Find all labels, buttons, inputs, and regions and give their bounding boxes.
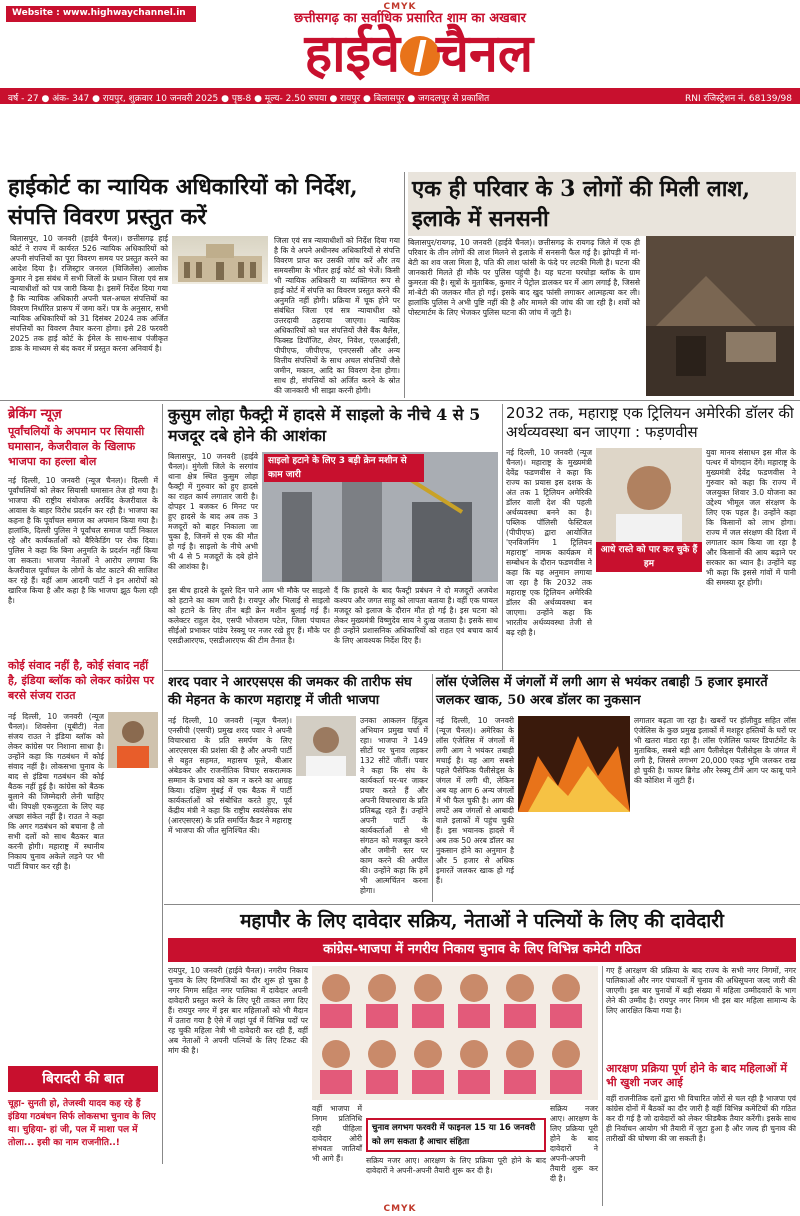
- story7-headline: महापौर के लिए दावेदार सक्रिय, नेताओं ने पत्नियों के लिए की दावेदारी: [240, 910, 724, 932]
- high-court-photo: [172, 236, 268, 284]
- story1-col2: जिला एवं सत्र न्यायाधीशों को निर्देश दिया गया है कि वे अपने अधीनस्थ अधिकारियों से संपत्ति विवरण प्राप्त कर उसकी जांच करें और तय समयसीमा के भीतर हाई कोर्ट को भेजें। किसी भी न्यायिक अधिकारी या व्यक्तिगत रूप से हाई कोर्ट में संपत्ति का विवरण प्रस्तुत करने की अनुमति नहीं होगी। प्रक्रिया में चूक होने पर संबंधित जिला एवं सत्र न्यायाधीश को उत्तरदायी ठहराया जाएगा। न्यायिक अधिकारियों को चल संपत्तियों जैसे बैंक बैलेंस, फिक्स्ड डिपॉजिट, शेयर, निवेश, एलआईसी, पीपीएफ, जीपीएफ, एनएससी और अन्य वित्तीय संपत्तियों के साथ अचल संपत्तियों जैसे जमीन, मकान, आदि का विवरण देना होगा। साथ ही, संपत्तियों को अर्जित करने के स्रोत की जानकारी भी साझा करनी होगी।: [274, 236, 400, 395]
- sidebar-story1-headline: पूर्वांचलियों के अपमान पर सियासी घमासान, केजरीवाल के खिलाफ भाजपा का हल्ला बोल: [8, 425, 145, 468]
- sidebar-story1-body: नई दिल्ली, 10 जनवरी (न्यूज चैनल)। दिल्ली में पूर्वांचलियों को लेकर सियासी घमासान तेज हो गया है। भाजपा की राष्ट्रीय संयोजक अरविंद केजरीवाल के आवास के बाहर विरोध प्रदर्शन कर रही है। भाजपा का कहना है कि पूर्वांचल समाज का अपमान किया गया है। हालांकि, दिल्ली पुलिस ने पूर्वांचल समाज पार्टी निकाल रहे और कार्यकर्ताओं को बैरिकेडिंग पर रोक दिया। पुलिस ने कहा कि बिना अनुमति के प्रदर्शन नहीं किया जा सकता। भाजपा नेताओं ने आरोप लगाया कि केजरीवाल पूर्वांचल के लोगों के वोट काटने की साजिश कर रहे हैं। वहीं आम आदमी पार्टी ने इन आरोपों को खारिज किया है और कहा है कि भाजपा झूठ फैला रही है।: [8, 476, 158, 605]
- story4-photo-caption: आधे रास्ते को पार कर चुके हैं हम: [596, 542, 702, 572]
- story4-headline: 2032 तक, महाराष्ट्र एक ट्रिलियन अमेरिकी डॉलर की अर्थव्यवस्था बन जाएगा : फड़णवीस: [506, 404, 794, 441]
- sidebar-story2-headline: कोई संवाद नहीं है, कोई संवाद नहीं है, इंडिया ब्लॉक को लेकर कांग्रेस पर बरसे संजय राउत: [8, 659, 154, 702]
- masthead-right: चैनल: [436, 23, 534, 84]
- column-logo: बिरादरी की बात: [8, 1066, 158, 1092]
- story6-col2: लगातार बढ़ता जा रहा है। खबरों पर हॉलीवुड सहित लॉस एंजेलिस के कुछ प्रमुख इलाकों में मशहूर हस्तियों के घरों पर भी खतरा मंडरा रहा है। लॉस एंजेलिस फायर डिपार्टमेंट के मुताबिक, सबसे बड़ी आग पैलीसेड्स पैलीसेड्स के जंगल में लगी है, जिससे लगभग 20,000 एकड़ भूमि जलकर राख हो चुकी है। फायर ब्रिगेड और रेस्क्यू टीमें आग पर काबू पाने की कोशिश में जुटी हैं।: [634, 716, 796, 785]
- website-banner[interactable]: Website : www.highwaychannel.in: [6, 6, 196, 22]
- story6-col1: नई दिल्ली, 10 जनवरी (न्यूज चैनल)। अमेरिका के लॉस एंजेलिस में जंगलों में लगी आग ने भयंकर तबाही मचाई है। यह आग सबसे पहले पैसेफिक पैलीसेड्स के जंगल में लगी थी, लेकिन अब यह आग 6 अन्य जंगलों में भी फैल चुकी है। आग की लपटें अब जंगलों से आबादी वाले इलाकों में पहुंच चुकी हैं। इस भयानक हादसे में अब तक 50 अरब डॉलर का नुकसान होने का अनुमान है और 5 हजार से अधिक इमारतें जलकर खाक हो गई हैं।: [436, 716, 514, 885]
- story2-headline: एक ही परिवार के 3 लोगों की मिली लाश, इलाके में सनसनी: [408, 172, 796, 236]
- story7-right-col: गए हैं आरक्षण की प्रक्रिया के बाद राज्य के सभी नगर निगमों, नगर पालिकाओं और नगर पंचायतों में चुनाव की अधिसूचना जल्द जारी की जाएगी। इस बार चुनावों में बड़ी संख्या में महिला उम्मीदवारों के भाग लेने की उम्मीद है। रायपुर नगर निगम भी इस बार महिला सामान्य के लिए आरक्षित किया गया है।: [606, 966, 796, 1015]
- story4-col2: युवा मानव संसाधन इस मील के पत्थर में योगदान देंगे। महाराष्ट्र के मुख्यमंत्री देवेंद्र फडणवीस ने गुरुवार को कहा कि राज्य में जलयुक्त शिवार 3.0 योजना का उद्देश्य भीमूल जल संरक्षण के लिए एक पहल है। उन्होंने कहा कि किसानों को लाभ होगा। राज्य में जल संरक्षण की दिशा में लगातार काम किया जा रहा है और किसानों की आय बढ़ाने पर सरकार का ध्यान है। उन्होंने यह भी कहा कि इससे गांवों में पानी की समस्या दूर होगी।: [706, 448, 796, 587]
- story5-col1: नई दिल्ली, 10 जनवरी (न्यूज चैनल)। एनसीपी (एसपी) प्रमुख शरद पवार ने अपनी विचारधारा के प्रति समर्पण के लिए आरएसएस की प्रशंसा की है और अपनी पार्टी से बहुत सहमत, महासच फूले, बीआर अंबेडकर और राजनीतिक विचार सकरात्मक सम्मान के प्रभाव को कम न करने का आग्रह किया। दक्षिण मुंबई में एक बैठक में पार्टी कार्यकर्ताओं को संबोधित करते हुए, पूर्व केंद्रीय मंत्री ने कहा कि राष्ट्रीय स्वयंसेवक संघ (आरएसएस) के प्रति समर्पित कैडर ने महाराष्ट्र में भाजपा की जीत सुनिश्चित की।: [168, 716, 292, 835]
- tagline: छत्तीसगढ़ का सर्वाधिक प्रसारित शाम का अखबार: [294, 11, 526, 26]
- election-info-box: चुनाव लगभग फरवरी में फाइनल 15 या 16 जनवरी को लग सकता है आचार संहिता: [366, 1118, 546, 1152]
- story5-headline: शरद पवार ने आरएसएस की जमकर की तारीफ संघ की मेहनत के कारण महाराष्ट्र में जीती भाजपा: [168, 675, 412, 708]
- story7-col3: सक्रिय नजर आए। आरक्षण के लिए प्रक्रिया पूरी होने के बाद दावेदारों ने अपनी-अपनी तैयारी शुरू कर दी है।: [550, 1104, 598, 1183]
- story7-box-body: सक्रिय नजर आए। आरक्षण के लिए प्रक्रिया पूरी होने के बाद दावेदारों ने अपनी-अपनी तैयारी शुरू कर दी है।: [366, 1156, 546, 1175]
- road-logo-icon: [400, 36, 440, 76]
- wildfire-photo: [518, 716, 630, 812]
- story4-col1: नई दिल्ली, 10 जनवरी (न्यूज चैनल)। महाराष्ट्र के मुख्यमंत्री देवेंद्र फडणवीस ने कहा कि राज्य का प्रयास इस दशक के अंत तक 1 ट्रिलियन अमेरिकी डॉलर वाली देश की पहली अर्थव्यवस्था बनने का है। पब्लिक पॉलिसी फेस्टिवल (पीपीएफ) द्वारा आयोजित 'एनविजनिंग 1 ट्रिलियन महाराष्ट्र' नामक कार्यक्रम में सम्बोधन के दौरान फडणवीस ने कहा कि यह अनुमान लगाया जा रहा है कि 2032 तक महाराष्ट्र एक ट्रिलियन अमेरिकी डॉलर की अर्थव्यवस्था बन जाएगा। उन्होंने कहा कि भारतीय अर्थव्यवस्था तेजी से बढ़ रही है।: [506, 448, 592, 637]
- story3-col1: बिलासपुर, 10 जनवरी (हाईवे चैनल)। मुंगेली जिले के सरगांव थाना क्षेत्र स्थित कुसुम लोहा फैक्ट्री में गुरुवार को हुए हादसे का राहत कार्य लगातार जारी है। दोपहर 1 बजकर 6 मिनट पर हुए हादसे के बाद अब तक 3 मजदूरों को बाहर निकाला जा चुका है, जिनमें से एक की मौत हो गई है। साइलो के नीचे अभी भी 4 से 5 मजदूरों के दबे होने की आशंका है।: [168, 452, 258, 571]
- section-rule: [164, 670, 800, 671]
- story1-col1: बिलासपुर, 10 जनवरी (हाईवे चैनल)। छत्तीसगढ़ हाई कोर्ट ने राज्य में कार्यरत 526 न्यायिक अधिकारियों को अपनी संपत्तियों का पूरा विवरण समय पर प्रस्तुत करने का आदेश दिया है। रजिस्ट्रार जनरल (विजिलेंस) आलोक कुमार ने इस संबंध में सभी जिलों के प्रधान जिला एवं सत्र न्यायाधीशों को पत्र जारी किया है। इसमें निर्देश दिया गया है कि न्यायिक अधिकारी अपनी चल-अचल संपत्तियों का विवरण निर्धारित प्रारूप में जमा करें। पत्र के अनुसार, सभी न्यायिक अधिकारियों को 31 दिसंबर 2024 तक अर्जित संपत्तियों का विवरण तैयार करना होगा। इसे 28 फरवरी 2025 तक हाई कोर्ट के ईमेल के साथ-साथ पंजीकृत डाक के माध्यम से बंद कवर में प्रस्तुत करना अनिवार्य है।: [10, 234, 168, 353]
- issue-info: वर्ष - 27 ● अंक- 347 ● रायपुर, शुक्रवार 10 जनवरी 2025 ● पृष्ठ-8 ● मूल्य- 2.50 रुपया ● रायपुर ● बिलासपुर ● जगदलपुर से प्रकाशित: [8, 94, 490, 104]
- story2-body: बिलासपुर/रायगढ़, 10 जनवरी (हाईवे चैनल)। छत्तीसगढ़ के रायगढ़ जिले में एक ही परिवार के तीन लोगों की लाश मिलने से इलाके में सनसनी फैल गई है। झोपड़ी में मां-बेटी का शव जला मिला है, पति की लाश फांसी के फंदे पर लटकी मिली है। घटना की जानकारी मिलते ही मौके पर पुलिस पहुंची है। यह घटना घरघोड़ा ब्लॉक के ग्राम कुमरता की है। सूत्रों के मुताबिक, कुमार ने पेट्रोल डालकर घर में आग लगाई है, जिससे मां-बेटी की जलकर मौत हो गई। इसके बाद खुद फांसी लगाकर आत्महत्या कर ली। हालांकि पुलिस ने अभी पुष्टि नहीं की है और मामले की जांच की जा रही है। शवों को पोस्टमार्टम के लिए भेजकर पुलिस घटना की जांच में जुटी है।: [408, 238, 640, 317]
- story3-headline: कुसुम लोहा फैक्ट्री में हादसे में साइलो के नीचे 4 से 5 मजदूर दबे होने की आशंका: [168, 405, 481, 445]
- divider: [432, 674, 433, 902]
- masthead: [0, 23, 800, 84]
- divider: [404, 172, 405, 398]
- story7-subhead: कांग्रेस-भाजपा में नगरीय निकाय चुनाव के लिए विभिन्न कमेटी गठित: [168, 938, 796, 962]
- sidebar-divider: [162, 404, 163, 1164]
- section-rule: [0, 400, 800, 401]
- registration-marker-bottom: CMYK: [383, 1204, 417, 1214]
- women-candidates-photos: [312, 966, 598, 1100]
- sharad-pawar-photo: [296, 716, 356, 776]
- story3-photo-caption: साइलो हटाने के लिए 3 बड़ी क्रेन मशीन से काम जारी: [264, 454, 424, 482]
- sidebar-story2-body: नई दिल्ली, 10 जनवरी (न्यूज चैनल)। शिवसेना (यूबीटी) नेता संजय राउत ने इंडिया ब्लॉक को लेकर कांग्रेस पर निशाना साधा है। उन्होंने कहा कि गठबंधन में कोई संवाद नहीं है। लोकसभा चुनाव के बाद से इंडिया गठबंधन की कोई बैठक नहीं हुई है। कांग्रेस को बैठक बुलाने की जिम्मेदारी लेनी चाहिए थी। विपक्षी एकजुटता के लिए यह अच्छा संकेत नहीं है। राउत ने कहा कि अगर गठबंधन को बचाना है तो सभी दलों को साथ बैठकर बात करनी होगी। महाराष्ट्र में स्थानीय निकाय चुनाव अकेले लड़ने पर भी पार्टी विचार कर रही है।: [8, 712, 104, 871]
- divider: [502, 404, 503, 670]
- story3-col3: दैं कि हादसे के बाद फैक्ट्री प्रबंधन ने दो मजदूरों अजयेश कश्यप और जगत साहू को लापता बताया है। वहीं एक घायल मजदूर को इलाज के दौरान मौत हो गई है। इस घटना को लेकर मुख्यमंत्री विष्णुदेव साय ने दुःख जताया है। इसके साथ ही उन्होंने प्रशासनिक अधिकारियों को राहत एवं बचाव कार्य के लिए आवश्यक निर्देश दिए हैं।: [334, 586, 498, 645]
- column-text: चूहा- सुनती हो, तेजस्वी यादव कह रहे हैं इंडिया गठबंधन सिर्फ लोकसभा चुनाव के लिए था। चुहिया- हां जी, पल में माशा पल में तोला... इसी का नाम राजनीति..!: [8, 1099, 156, 1148]
- story3-col2: इस बीच हादसे के दूसरे दिन पाने आम भी मौके पर साइलो को हटाने का काम जारी है। रायपुर और भिलाई से साइलो को हटाने के लिए तीन बड़ी क्रेन मशीन बुलाई गई हैं। कलेक्टर राहुल देव, एसपी भोजराम पटेल, जिला पंचायत सीईओ प्रभाकर पांडेय रेस्क्यू पर नजर रखे हुए हैं। मौके पर एसडीआरएफ, एसडीआरएफ की टीम तैनात है।: [168, 586, 330, 645]
- section-rule: [164, 904, 800, 905]
- story6-headline: लॉस एंजेलिस में जंगलों में लगी आग से भयंकर तबाही 5 हजार इमारतें जलकर खाक, 50 अरब डॉलर का नुकसान: [436, 675, 768, 708]
- burnt-house-photo: [646, 236, 794, 396]
- story7-right-col2: वहीं राजनीतिक दलों द्वारा भी विचारित जोरों से चल रही है भाजपा एवं कांग्रेस दोनों में बैठकों का दौर जारी है वहीं विभिन्न कमेटियों की गठित कर दी गई है जो दावेदारों को लेकर फीडबैक तैयार करेंगी। इसके साथ ही निर्वाचन आयोग भी तैयारी में जुटा हुआ है और जल्द ही चुनाव की तारीखों की घोषणा की जा सकती है।: [606, 1094, 796, 1143]
- story1-headline: हाईकोर्ट का न्यायिक अधिकारियों को निर्देश, संपत्ति विवरण प्रस्तुत करें: [8, 174, 358, 230]
- story7-right-subhead: आरक्षण प्रक्रिया पूर्ण होने के बाद महिलाओं में भी खुशी नजर आई: [606, 1062, 787, 1089]
- story7-col2: वहीं भाजपा में निगम प्रतिनिधि रही पीहिला दावेदार ओरी संभवतः जातियाँ भी आगे हैं।: [312, 1104, 362, 1163]
- breaking-news-label: ब्रेकिंग न्यूज़: [8, 407, 62, 422]
- sanjay-raut-photo: [108, 712, 158, 768]
- story7-col1: रायपुर, 10 जनवरी (हाईवे चैनल)। नगरीय निकाय चुनाव के लिए दिग्गजियों का दौर शुरू हो चुका है नगर निगम सहित नगर पालिका में दावेदार अपनी दावेदारी प्रस्तुत करने के लिए पूरी ताकत लगा दिए हैं। रायपुर नगर में इस बार महिलाओं को भी मैदान में उतारा गया है ऐसे में जहां पूर्व में विभिन्न पदों पर रह चुकी महिला नेत्री भी दावेदारी कर रही हैं, वहीं अब नेताओं ने अपनी पत्नियों के लिए टिकट की मांग की है।: [168, 966, 308, 1055]
- rni-number: RNI रजिस्ट्रेशन नं. 68139/98: [684, 94, 792, 104]
- info-bar: [0, 88, 800, 104]
- masthead-left: हाईवे: [304, 23, 400, 84]
- divider: [602, 966, 603, 1206]
- registration-marker-top: CMYK: [383, 2, 417, 12]
- story5-col2: उनका आकलन हिंदुत्व अभियान प्रमुख चर्चा में रहा। भाजपा ने 149 सीटों पर चुनाव लड़कर 132 सीटें जीतीं। पवार ने कहा कि संघ के कार्यकर्ता घर-घर जाकर प्रचार करते हैं और अपनी विचारधारा के प्रति प्रतिबद्ध रहते हैं। उन्होंने अपनी पार्टी के कार्यकर्ताओं से भी संगठन को मजबूत करने और जमीनी स्तर पर काम करने की अपील की। उन्होंने कहा कि हमें भी आत्मचिंतन करना होगा।: [360, 716, 428, 895]
